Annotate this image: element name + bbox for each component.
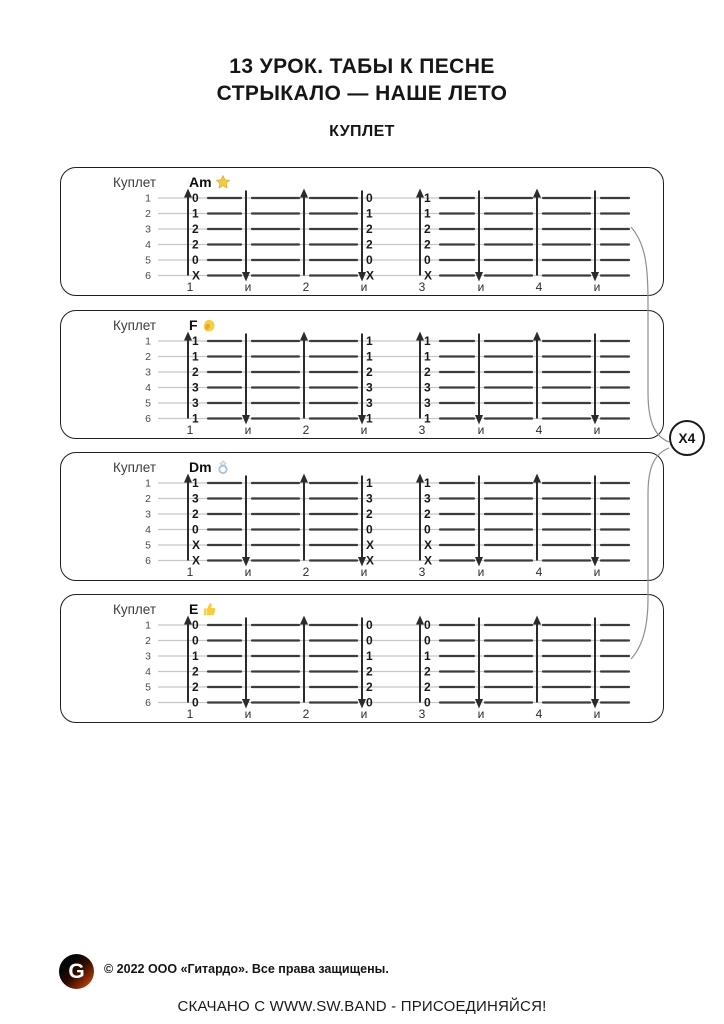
page-title	[0, 53, 724, 107]
fret-number: 0	[192, 618, 199, 633]
tab-grid	[61, 331, 665, 437]
verse-label: Куплет	[113, 317, 157, 333]
strum-up-arrow	[416, 189, 424, 276]
strum-up-arrow	[184, 332, 192, 419]
fret-number: 2	[424, 237, 431, 252]
fret-number: 0	[366, 695, 373, 710]
fret-number: 2	[424, 507, 431, 522]
beat-label: и	[360, 565, 368, 579]
beat-label: и	[593, 565, 601, 579]
fret-number: 0	[192, 633, 199, 648]
string-number: 1	[145, 477, 151, 490]
fret-number: 1	[192, 411, 199, 426]
fret-number: 2	[366, 664, 373, 679]
strum-down-arrow	[358, 191, 366, 282]
string-number: 5	[145, 539, 151, 552]
copyright-text: © 2022 ООО «Гитардо». Все права защищены.	[104, 962, 389, 976]
fret-number: 0	[424, 522, 431, 537]
strum-up-arrow	[533, 332, 541, 419]
strum-down-arrow	[358, 334, 366, 425]
fret-number: 2	[366, 365, 373, 380]
fret-number: 0	[366, 522, 373, 537]
chord-label: F	[189, 317, 198, 333]
gitardo-logo-icon: G	[59, 954, 94, 989]
strum-up-arrow	[184, 616, 192, 703]
beat-label: и	[477, 423, 485, 437]
verse-label: Куплет	[113, 601, 157, 617]
beat-label: 3	[418, 280, 426, 294]
fret-number: 1	[366, 206, 373, 221]
string-number: 3	[145, 366, 151, 379]
beat-label: и	[244, 423, 252, 437]
fret-number: 1	[192, 649, 199, 664]
fret-number: 3	[424, 396, 431, 411]
strum-down-arrow	[475, 476, 483, 567]
fret-number: 3	[424, 380, 431, 395]
string-number: 3	[145, 223, 151, 236]
fret-number: 0	[366, 633, 373, 648]
fret-number: 0	[424, 633, 431, 648]
flexed-biceps-emoji-icon	[202, 318, 216, 332]
fret-number: 2	[192, 237, 199, 252]
strum-up-arrow	[533, 189, 541, 276]
beat-label: и	[360, 423, 368, 437]
page-title-line2: СТРЫКАЛО — НАШЕ ЛЕТО	[216, 82, 508, 105]
string-number: 1	[145, 192, 151, 205]
string-number: 2	[145, 635, 151, 647]
strum-down-arrow	[475, 334, 483, 425]
fret-number: 1	[366, 334, 373, 349]
fret-number: 3	[366, 491, 373, 506]
beat-label: 2	[302, 565, 310, 579]
string-number: 2	[145, 493, 151, 505]
fret-number: X	[192, 268, 201, 283]
beat-label: 1	[186, 707, 194, 721]
string-number: 5	[145, 681, 151, 694]
strum-up-arrow	[184, 189, 192, 276]
fret-number: 0	[424, 695, 431, 710]
beat-label: 4	[535, 423, 543, 437]
fret-number: 1	[424, 206, 431, 221]
beat-label: 1	[186, 423, 194, 437]
beat-label: 1	[186, 280, 194, 294]
strum-down-arrow	[358, 618, 366, 709]
fret-number: 2	[366, 222, 373, 237]
beat-label: и	[477, 707, 485, 721]
verse-label: Куплет	[113, 174, 157, 190]
fret-number: 0	[192, 695, 199, 710]
fret-number: 0	[424, 618, 431, 633]
fret-number: 1	[424, 349, 431, 364]
fret-number: 3	[192, 396, 199, 411]
string-number: 6	[145, 697, 151, 709]
ring-emoji-icon	[216, 460, 230, 474]
thumbs-up-emoji-icon	[202, 602, 216, 616]
fret-number: 1	[366, 349, 373, 364]
string-number: 4	[145, 666, 151, 678]
beat-label: и	[593, 280, 601, 294]
fret-number: 1	[424, 411, 431, 426]
string-number: 5	[145, 397, 151, 410]
strum-up-arrow	[300, 616, 308, 703]
fret-number: 1	[192, 476, 199, 491]
fret-number: 2	[424, 680, 431, 695]
beat-label: 3	[418, 423, 426, 437]
fret-number: 0	[192, 522, 199, 537]
beat-label: 4	[535, 707, 543, 721]
string-number: 6	[145, 555, 151, 567]
fret-number: 2	[366, 237, 373, 252]
fret-number: 0	[366, 618, 373, 633]
beat-label: и	[244, 707, 252, 721]
strum-up-arrow	[184, 474, 192, 561]
fret-number: 3	[424, 491, 431, 506]
fret-number: 2	[192, 365, 199, 380]
string-number: 2	[145, 208, 151, 220]
fret-number: X	[424, 538, 433, 553]
strum-up-arrow	[416, 474, 424, 561]
fret-number: 2	[192, 664, 199, 679]
section-subtitle: КУПЛЕТ	[329, 123, 395, 140]
string-number: 6	[145, 413, 151, 425]
fret-number: X	[192, 538, 201, 553]
fret-number: X	[192, 553, 201, 568]
fret-number: 0	[424, 253, 431, 268]
fret-number: 2	[366, 507, 373, 522]
tab-grid	[61, 615, 665, 721]
tab-block-f	[60, 310, 664, 439]
fret-number: 2	[424, 664, 431, 679]
strum-up-arrow	[416, 616, 424, 703]
string-number: 1	[145, 335, 151, 348]
fret-number: 1	[192, 206, 199, 221]
fret-number: 2	[192, 507, 199, 522]
fret-number: 2	[424, 365, 431, 380]
string-number: 6	[145, 270, 151, 282]
strum-up-arrow	[416, 332, 424, 419]
tab-grid	[61, 473, 665, 579]
strum-down-arrow	[242, 476, 250, 567]
tab-block-dm	[60, 452, 664, 581]
verse-label: Куплет	[113, 459, 157, 475]
string-number: 3	[145, 508, 151, 521]
beat-label: и	[244, 280, 252, 294]
string-number: 5	[145, 254, 151, 267]
strum-down-arrow	[242, 334, 250, 425]
beat-label: и	[360, 707, 368, 721]
beat-label: и	[360, 280, 368, 294]
beat-label: 1	[186, 565, 194, 579]
fret-number: 1	[424, 649, 431, 664]
beat-label: 2	[302, 280, 310, 294]
fret-number: 2	[424, 222, 431, 237]
chord-label: Am	[189, 174, 212, 190]
strum-down-arrow	[475, 191, 483, 282]
strum-down-arrow	[358, 476, 366, 567]
fret-number: 1	[424, 334, 431, 349]
tab-block-e	[60, 594, 664, 723]
fret-number: 2	[192, 222, 199, 237]
fret-number: X	[424, 268, 433, 283]
beat-label: и	[477, 565, 485, 579]
tab-grid	[61, 188, 665, 294]
fret-number: X	[366, 553, 375, 568]
star-emoji-icon	[216, 175, 230, 189]
strum-up-arrow	[533, 616, 541, 703]
string-number: 4	[145, 524, 151, 536]
strum-up-arrow	[300, 332, 308, 419]
beat-label: 2	[302, 707, 310, 721]
chord-label: E	[189, 601, 199, 617]
beat-label: и	[477, 280, 485, 294]
fret-number: 2	[192, 680, 199, 695]
strum-down-arrow	[591, 191, 599, 282]
fret-number: 1	[424, 191, 431, 206]
fret-number: X	[366, 268, 375, 283]
fret-number: 1	[366, 649, 373, 664]
fret-number: 1	[366, 476, 373, 491]
beat-label: и	[593, 423, 601, 437]
strum-down-arrow	[475, 618, 483, 709]
fret-number: 0	[366, 191, 373, 206]
fret-number: 1	[192, 349, 199, 364]
beat-label: 4	[535, 280, 543, 294]
strum-down-arrow	[591, 476, 599, 567]
tab-block-am	[60, 167, 664, 296]
fret-number: 0	[192, 191, 199, 206]
beat-label: 3	[418, 707, 426, 721]
fret-number: 1	[366, 411, 373, 426]
strum-down-arrow	[591, 618, 599, 709]
fret-number: 1	[192, 334, 199, 349]
fret-number: X	[424, 553, 433, 568]
download-bar-text: СКАЧАНО С WWW.SW.BAND - ПРИСОЕДИНЯЙСЯ!	[177, 998, 547, 1015]
chord-label: Dm	[189, 459, 212, 475]
fret-number: 0	[192, 253, 199, 268]
beat-label: и	[593, 707, 601, 721]
page-title-line1: 13 УРОК. ТАБЫ К ПЕСНЕ	[229, 55, 495, 78]
fret-number: 1	[424, 476, 431, 491]
beat-label: 4	[535, 565, 543, 579]
strum-down-arrow	[242, 191, 250, 282]
fret-number: 3	[192, 491, 199, 506]
string-number: 4	[145, 382, 151, 394]
string-number: 2	[145, 351, 151, 363]
string-number: 3	[145, 650, 151, 663]
strum-down-arrow	[242, 618, 250, 709]
fret-number: X	[366, 538, 375, 553]
strum-up-arrow	[300, 189, 308, 276]
fret-number: 3	[366, 380, 373, 395]
strum-up-arrow	[533, 474, 541, 561]
beat-label: 3	[418, 565, 426, 579]
string-number: 1	[145, 619, 151, 632]
string-number: 4	[145, 239, 151, 251]
fret-number: 3	[192, 380, 199, 395]
strum-up-arrow	[300, 474, 308, 561]
beat-label: и	[244, 565, 252, 579]
beat-label: 2	[302, 423, 310, 437]
fret-number: 0	[366, 253, 373, 268]
strum-down-arrow	[591, 334, 599, 425]
fret-number: 3	[366, 396, 373, 411]
fret-number: 2	[366, 680, 373, 695]
repeat-x4-badge: X4	[669, 420, 705, 456]
